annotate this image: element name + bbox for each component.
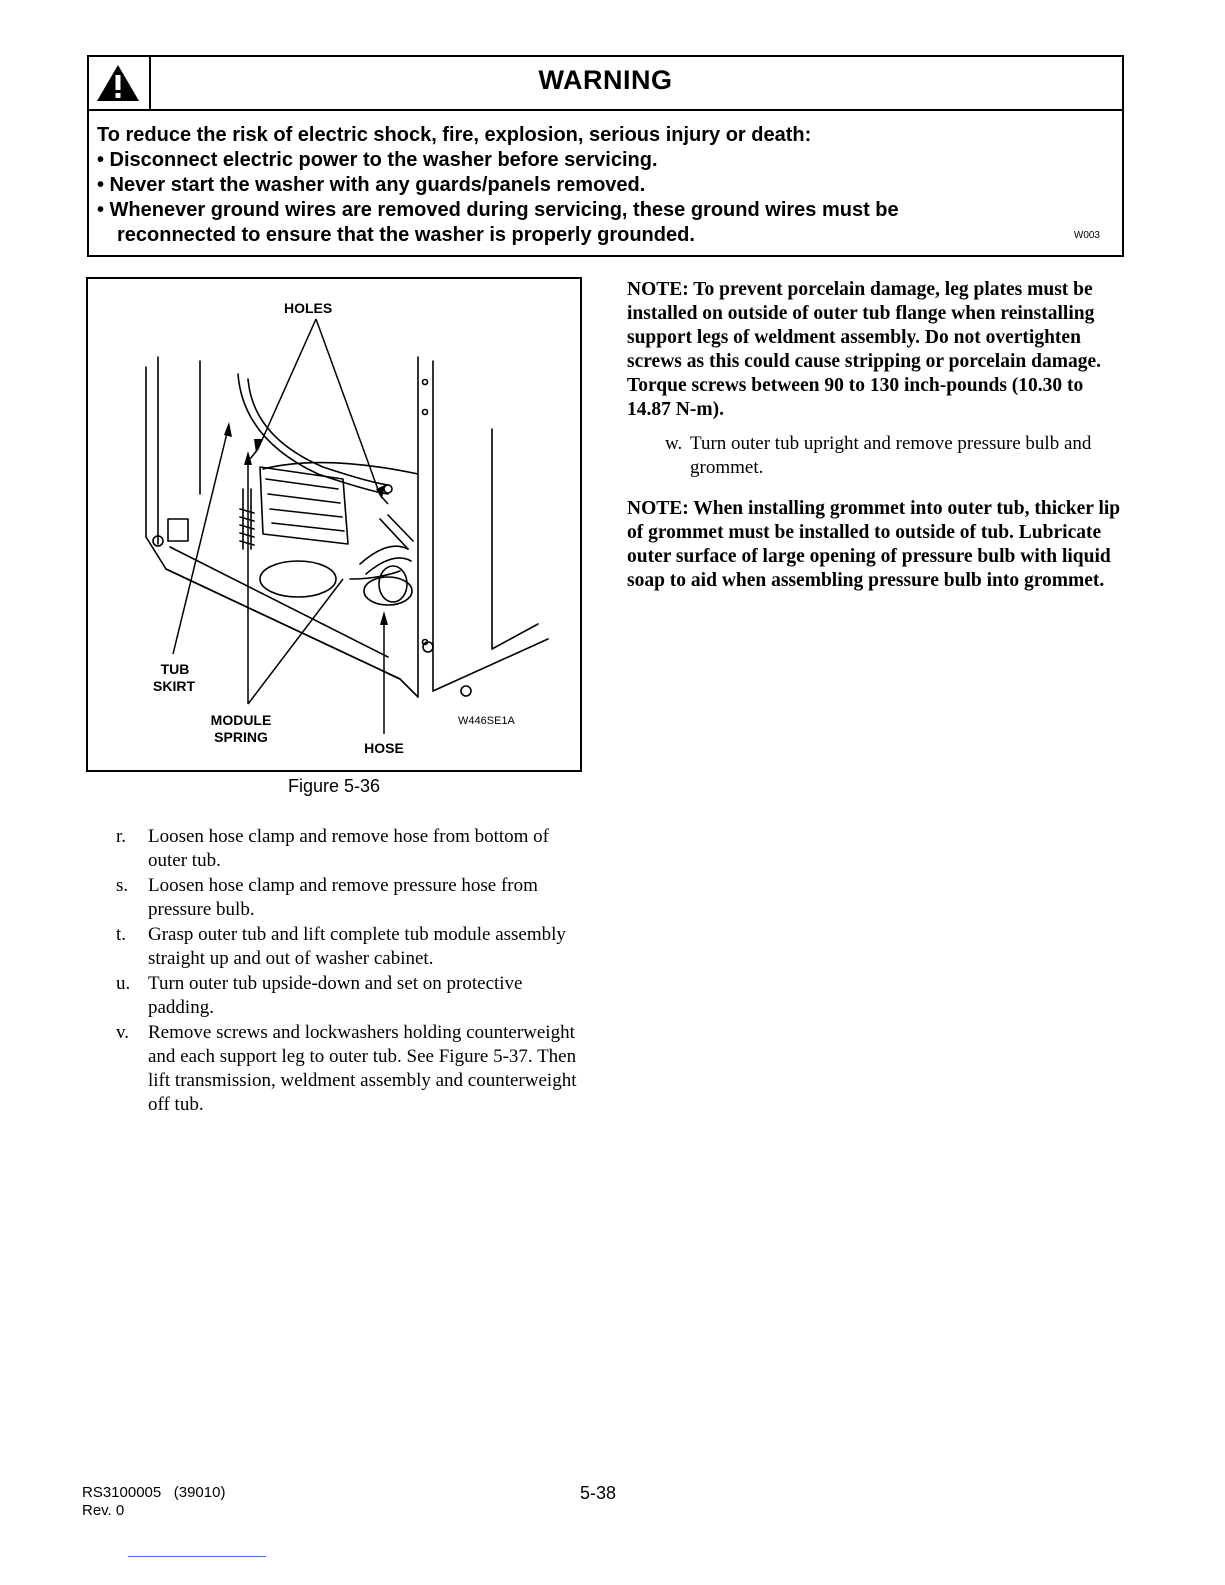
warning-bullet: • Never start the washer with any guards/panels removed.	[97, 174, 646, 196]
step-v	[116, 1021, 586, 1117]
callout-tub: TUB	[160, 661, 190, 677]
procedure-steps	[116, 825, 586, 1118]
step-u	[116, 972, 586, 1020]
callout-holes: HOLES	[284, 300, 333, 316]
step-label: r.	[116, 826, 127, 847]
step-label: w.	[665, 433, 683, 454]
callout-spring: SPRING	[214, 729, 268, 745]
warning-bullet-continuation: reconnected to ensure that the washer is properly grounded.	[117, 224, 695, 246]
step-text: Turn outer tub upright and remove pressure bulb and grommet.	[690, 433, 1092, 478]
warning-header	[89, 57, 1122, 111]
warning-box	[87, 55, 1124, 257]
warning-bullet: • Whenever ground wires are removed during servicing, these ground wires must be	[97, 199, 899, 221]
warning-intro: To reduce the risk of electric shock, fire, explosion, serious injury or death:	[97, 124, 812, 146]
step-s	[116, 874, 586, 922]
figure-caption: Figure 5-36	[287, 776, 381, 796]
warning-bullet: • Disconnect electric power to the washer before servicing.	[97, 149, 658, 171]
step-text: Grasp outer tub and lift complete tub module assembly straight up and out of washer cabinet.	[148, 924, 566, 969]
scan-artifact-line	[128, 1556, 266, 1557]
step-text: Remove screws and lockwashers holding counterweight and each support leg to outer tub. See Figure 5-37. Then lift transmission, weldment assembly and counterweight off tub.	[148, 1022, 577, 1115]
revision: Rev. 0	[82, 1502, 125, 1519]
step-text: Turn outer tub upside-down and set on protective padding.	[148, 973, 523, 1018]
washer-tub-illustration	[88, 279, 582, 772]
note-grommet: NOTE: When installing grommet into outer tub, thicker lip of grommet must be installed to outside of tub. Lubricate outer surface of large opening of pressure bulb with liquid soap to aid when assembling pressure bulb into grommet.	[627, 498, 1121, 591]
warning-title: WARNING	[538, 65, 673, 95]
callout-hose: HOSE	[364, 740, 404, 756]
step-label: t.	[116, 924, 127, 945]
step-label: u.	[116, 973, 131, 994]
figure-5-36	[86, 277, 582, 772]
warning-code: W003	[1073, 230, 1100, 241]
step-r	[116, 825, 586, 873]
doc-number: RS3100005 (39010)	[82, 1484, 226, 1501]
step-t	[116, 923, 586, 971]
step-label: v.	[116, 1022, 130, 1043]
step-label: s.	[116, 875, 129, 896]
callout-module: MODULE	[210, 712, 272, 728]
figure-code: W446SE1A	[458, 715, 515, 727]
callout-skirt: SKIRT	[153, 678, 195, 694]
page-number: 5-38	[580, 1483, 617, 1503]
footer-doc-info	[82, 1484, 225, 1520]
step-text: Loosen hose clamp and remove pressure hose from pressure bulb.	[148, 875, 538, 920]
step-text: Loosen hose clamp and remove hose from bottom of outer tub.	[148, 826, 550, 871]
warning-text	[97, 123, 1114, 248]
note-porcelain: NOTE: To prevent porcelain damage, leg plates must be installed on outside of outer tub flange when reinstalling support legs of weldment assembly. Do not overtighten screws as this could cause stripping or porcelain damage. Torque screws between 90 to 130 inch-pounds (10.30 to 14.87 N-m).	[627, 279, 1101, 420]
step-w	[665, 432, 1125, 480]
